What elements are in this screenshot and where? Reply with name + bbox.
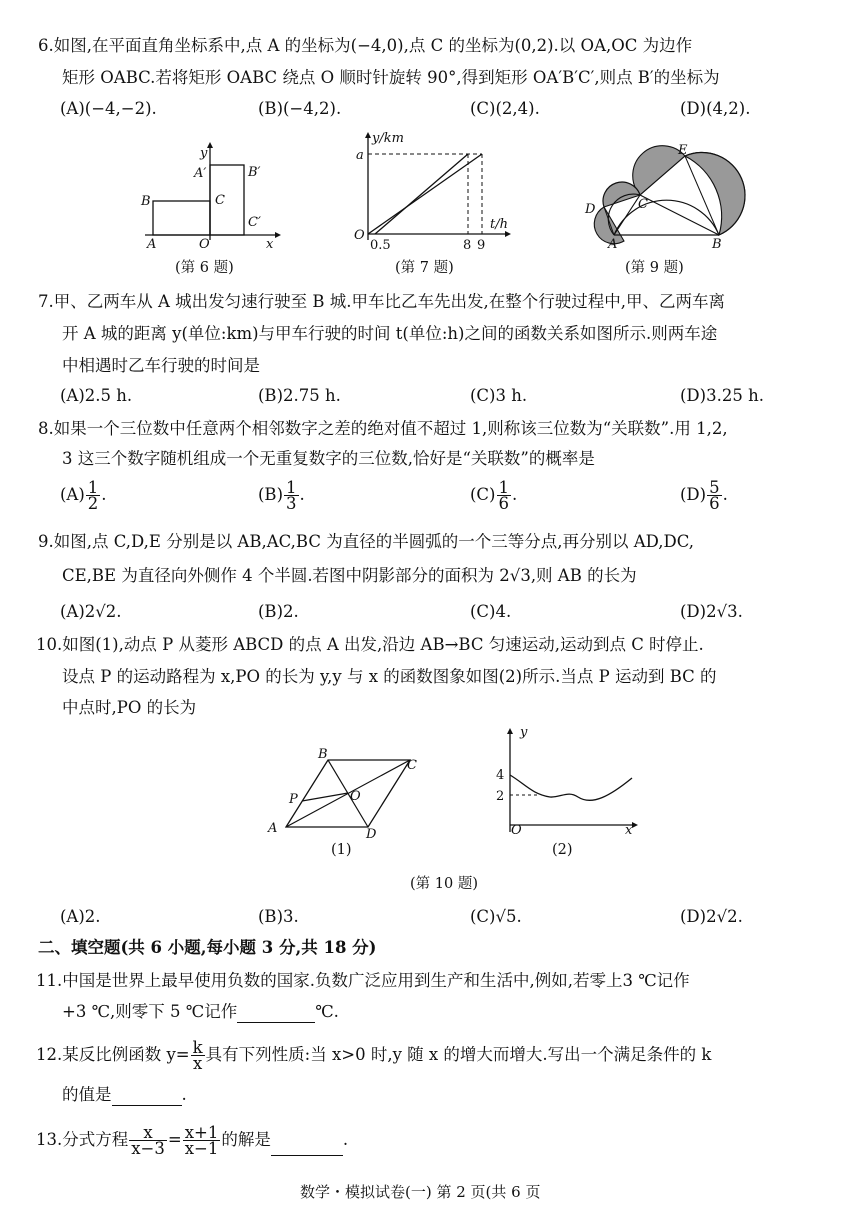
figure-q10-2 (480, 720, 645, 835)
q10-option-b: (B)3. (258, 907, 299, 926)
fig10-label-o: O (350, 789, 361, 804)
figure-q7 (350, 128, 520, 253)
fig6-label-y: y (200, 146, 208, 161)
fig6-label-b: B (141, 194, 151, 209)
fig10-label-a: A (268, 821, 278, 836)
fig7-label-05: 0.5 (370, 238, 391, 253)
fig7-label-a: a (356, 148, 364, 163)
q10-line3: 中点时,PO 的长为 (62, 698, 197, 717)
q9-option-c: (C)4. (470, 602, 512, 621)
fig10-label-y: y (520, 725, 528, 740)
q8-option-d: (D) $\frac{5}{6}$ . (680, 478, 728, 513)
q6-line1: 6.如图,在平面直角坐标系中,点 A 的坐标为(−4,0),点 C 的坐标为(0,2).以 OA,OC 为边作 (38, 36, 693, 55)
fig9-label-c: C (638, 197, 648, 212)
fig7-label-8: 8 (463, 238, 472, 253)
fig6-label-bprime: B′ (248, 165, 261, 180)
q10-option-d: (D)2√2. (680, 907, 743, 926)
fig10-label-2: 2 (496, 789, 505, 804)
q7-line1: 7.甲、乙两车从 A 城出发匀速行驶至 B 城.甲车比乙车先出发,在整个行驶过程中,甲、乙两车离 (38, 292, 725, 311)
fig10-sub1: (1) (331, 842, 352, 858)
q7-option-d: (D)3.25 h. (680, 386, 764, 405)
q8-line1: 8.如果一个三位数中任意两个相邻数字之差的绝对值不超过 1,则称该三位数为“关联数”.用 1,2, (38, 419, 728, 438)
q10-option-a: (A)2. (60, 907, 101, 926)
q12-answer-blank[interactable] (112, 1087, 182, 1106)
q12-line2: 的值是 . (62, 1085, 187, 1104)
q8-option-a: (A) $\frac{1}{2}$ . (60, 478, 107, 513)
q7-option-c: (C)3 h. (470, 386, 528, 405)
figure-q9 (578, 140, 748, 255)
fig7-label-th: t/h (490, 217, 508, 232)
q6-line2: 矩形 OABC.若将矩形 OABC 绕点 O 顺时针旋转 90°,得到矩形 OA′B′C′,则点 B′的坐标为 (62, 68, 720, 87)
fig7-caption: (第 7 题) (395, 260, 454, 276)
q7-line3: 中相遇时乙车行驶的时间是 (62, 356, 260, 375)
page-footer: 数学・模拟试卷(一) 第 2 页(共 6 页 (300, 1183, 541, 1201)
fig6-label-o: O (199, 237, 210, 250)
fig9-label-a: A (608, 237, 618, 252)
q10-option-c: (C)√5. (470, 907, 522, 926)
q8-option-c: (C) $\frac{1}{6}$ . (470, 478, 518, 513)
fig7-label-9: 9 (477, 238, 486, 253)
q7-line2: 开 A 城的距离 y(单位:km)与甲车行驶的时间 t(单位:h)之间的函数关系如图所示.则两车途 (62, 324, 718, 343)
q7-option-a: (A)2.5 h. (60, 386, 133, 405)
fig9-label-b: B (712, 237, 722, 252)
q9-line1: 9.如图,点 C,D,E 分别是以 AB,AC,BC 为直径的半圆弧的一个三等分点,再分别以 AD,DC, (38, 532, 695, 551)
q11-answer-blank[interactable] (237, 1004, 315, 1023)
fig10-label-o2: O (511, 823, 522, 835)
q9-option-b: (B)2. (258, 602, 299, 621)
fig6-caption: (第 6 题) (175, 260, 234, 276)
fig10-label-b: B (318, 747, 328, 762)
fig6-label-aprime: A′ (194, 166, 207, 181)
q7-option-b: (B)2.75 h. (258, 386, 341, 405)
q13-line: 13.分式方程 $\frac{x}{x-3}$ = $\frac{x+1}{x-1}$ 的解是 . (36, 1123, 349, 1158)
q6-option-a: (A)(−4,−2). (60, 99, 157, 118)
fig7-label-o: O (354, 228, 365, 243)
fig7-label-ykm: y/km (372, 131, 404, 146)
section2-title: 二、填空题(共 6 小题,每小题 3 分,共 18 分) (38, 938, 377, 957)
q10-line1: 10.如图(1),动点 P 从菱形 ABCD 的点 A 出发,沿边 AB→BC 匀速运动,运动到点 C 时停止. (36, 635, 704, 654)
q9-option-d: (D)2√3. (680, 602, 743, 621)
fig6-label-a: A (147, 237, 157, 250)
fig9-caption: (第 9 题) (625, 260, 684, 276)
q9-option-a: (A)2√2. (60, 602, 122, 621)
q10-line2: 设点 P 的运动路程为 x,PO 的长为 y,y 与 x 的函数图象如图(2)所示.当点 P 运动到 BC 的 (62, 667, 717, 686)
fig10-sub2: (2) (552, 842, 573, 858)
fig10-label-p: P (289, 792, 298, 807)
q6-option-b: (B)(−4,2). (258, 99, 342, 118)
figure-q10-1 (260, 745, 430, 840)
fig10-label-x: x (625, 823, 633, 835)
fig9-label-d: D (585, 202, 596, 217)
fig6-label-x: x (266, 237, 274, 250)
fig9-label-e: E (678, 143, 688, 158)
q9-line2: CE,BE 为直径向外侧作 4 个半圆.若图中阴影部分的面积为 2√3,则 AB 的长为 (62, 566, 637, 585)
q8-line2: 3 这三个数字随机组成一个无重复数字的三位数,恰好是“关联数”的概率是 (62, 449, 595, 468)
fig6-label-cprime: C′ (248, 215, 261, 230)
fig10-caption: (第 10 题) (410, 876, 478, 892)
fig10-label-d: D (366, 827, 377, 840)
q8-option-b: (B) $\frac{1}{3}$ . (258, 478, 305, 513)
figure-q6 (140, 140, 290, 250)
q13-answer-blank[interactable] (271, 1137, 343, 1156)
q12-line1: 12.某反比例函数 y= $\frac{k}{x}$ 具有下列性质:当 x>0 时,y 随 x 的增大而增大.写出一个满足条件的 k (36, 1038, 712, 1073)
q6-option-d: (D)(4,2). (680, 99, 751, 118)
q11-line1: 11.中国是世界上最早使用负数的国家.负数广泛应用到生产和生活中,例如,若零上3 ℃记作 (36, 971, 690, 990)
q11-line2: +3 ℃,则零下 5 ℃记作 ℃. (62, 1002, 339, 1021)
fig10-label-c: C (407, 758, 417, 773)
q6-option-c: (C)(2,4). (470, 99, 540, 118)
fig10-label-4: 4 (496, 768, 505, 783)
fig6-label-c: C (215, 193, 225, 208)
